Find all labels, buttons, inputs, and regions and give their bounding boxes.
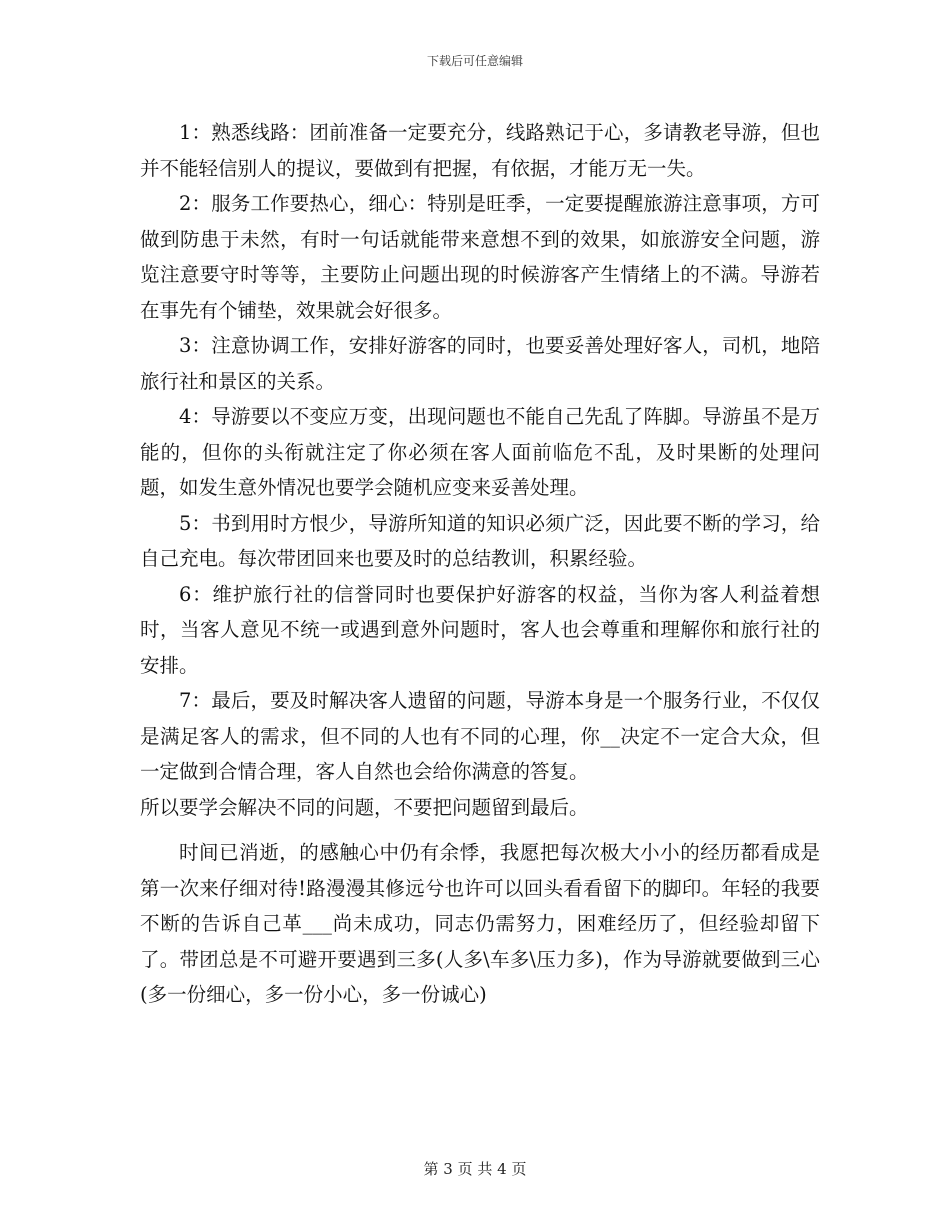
page-footer: 第 3 页 共 4 页 — [423, 1160, 527, 1178]
paragraph-7: 7：最后，要及时解决客人遗留的问题，导游本身是一个服务行业，不仅仅是满足客人的需求，但不同的人也有不同的心理，你__决定不一定合大众，但一定做到合情合理，客人自然也会给你满意的答复。 — [140, 689, 820, 783]
paragraph-3: 3：注意协调工作，安排好游客的同时，也要妥善处理好客人，司机，地陪旅行社和景区的关系。 — [140, 334, 820, 393]
paragraph-9: 时间已消逝，的感触心中仍有余悸，我愿把每次极大小小的经历都看成是第一次来仔细对待!路漫漫其修远兮也许可以回头看看留下的脚印。年轻的我要不断的告诉自己革___尚未成功，同志仍需努力，困难经历了，但经验却留下了。带团总是不可避开要遇到三多(人多\车多\压力多)，作为导游就要做到三心(多一份细心，多一份小心，多一份诚心) — [140, 841, 820, 1006]
document-body — [140, 115, 820, 1013]
paragraph-6: 6：维护旅行社的信誉同时也要保护好游客的权益，当你为客人利益着想时，当客人意见不统一或遇到意外问题时，客人也会尊重和理解你和旅行社的安排。 — [140, 582, 820, 677]
paragraph-4: 4：导游要以不变应万变，出现问题也不能自己先乱了阵脚。导游虽不是万能的，但你的头衔就注定了你必须在客人面前临危不乱，及时果断的处理问题，如发生意外情况也要学会随机应变来妥善处理。 — [140, 405, 820, 499]
paragraph-8: 所以要学会解决不同的问题，不要把问题留到最后。 — [140, 795, 589, 819]
paragraph-2: 2：服务工作要热心，细心：特别是旺季，一定要提醒旅游注意事项，方可做到防患于未然，有时一句话就能带来意想不到的效果，如旅游安全问题，游览注意要守时等等，主要防止问题出现的时候游客产生情绪上的不满。导游若在事先有个铺垫，效果就会好很多。 — [140, 192, 820, 322]
paragraph-1: 1：熟悉线路：团前准备一定要充分，线路熟记于心，多请教老导游，但也并不能轻信别人的提议，要做到有把握，有依据，才能万无一失。 — [140, 121, 820, 180]
page-header: 下载后可任意编辑 — [426, 54, 523, 68]
paragraph-5: 5：书到用时方恨少，导游所知道的知识必须广泛，因此要不断的学习，给自己充电。每次带团回来也要及时的总结教训，积累经验。 — [140, 511, 820, 570]
